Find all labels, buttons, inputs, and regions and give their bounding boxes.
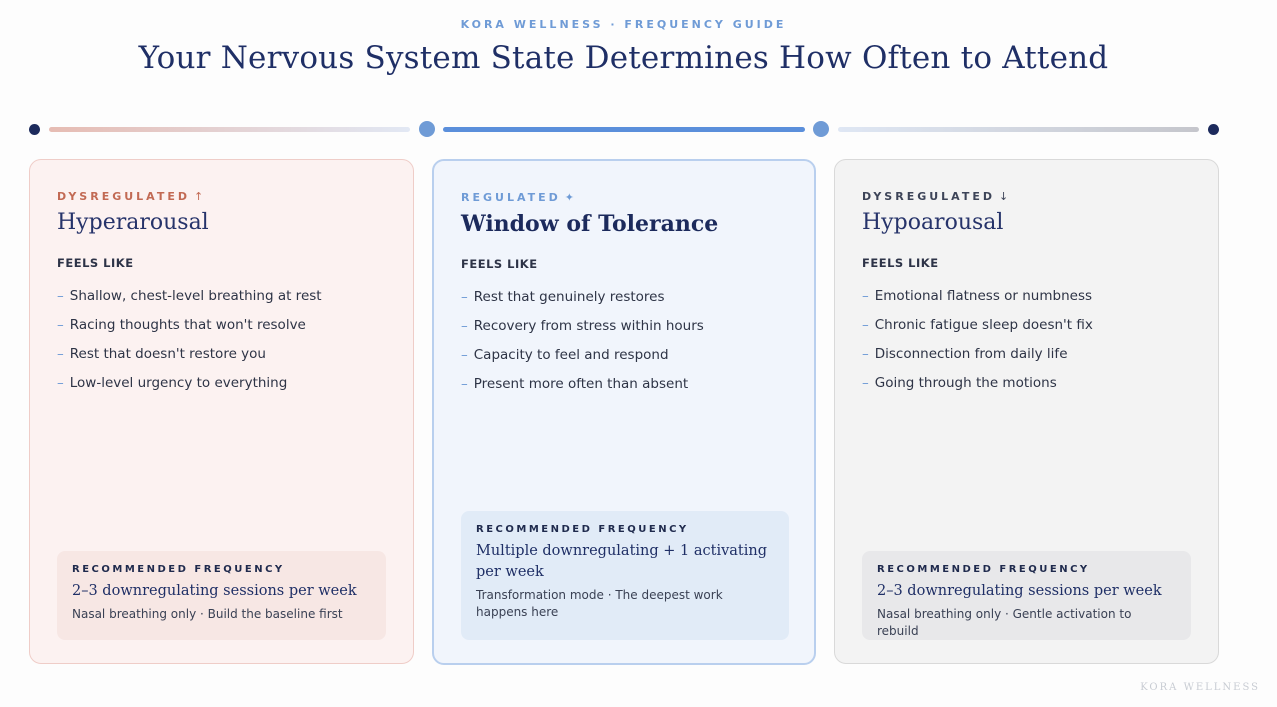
state-label: DYSREGULATED ↑: [57, 190, 204, 203]
dash-icon: –: [862, 288, 869, 304]
recommended-frequency-box: [57, 551, 386, 640]
frequency-note: Transformation mode · The deepest work happens here: [476, 588, 723, 619]
track-dot-start: [29, 124, 40, 135]
list-item: – Emotional flatness or numbness: [862, 288, 1093, 304]
arrow-down-icon: ↓: [998, 190, 1009, 203]
state-label: REGULATED ✦: [461, 191, 574, 204]
sparkle-icon: ✦: [564, 191, 574, 204]
list-item: – Rest that doesn't restore you: [57, 346, 266, 362]
list-item: – Rest that genuinely restores: [461, 289, 665, 305]
dash-icon: –: [862, 346, 869, 362]
dash-icon: –: [57, 317, 64, 333]
dash-icon: –: [57, 346, 64, 362]
state-spectrum-track: [0, 120, 1277, 138]
track-segment-hypo: [838, 127, 1199, 132]
dash-icon: –: [862, 375, 869, 391]
symptom-list: [862, 286, 1093, 402]
card-hyperarousal: [29, 159, 414, 664]
dash-icon: –: [461, 376, 468, 392]
card-hypoarousal: [834, 159, 1219, 664]
arrow-up-icon: ↑: [193, 190, 204, 203]
card-title: Hypoarousal: [862, 210, 1004, 235]
state-label: DYSREGULATED ↓: [862, 190, 1009, 203]
dash-icon: –: [57, 375, 64, 391]
frequency-label: RECOMMENDED FREQUENCY: [476, 524, 689, 535]
track-dot-window-start: [419, 121, 435, 137]
frequency-note: Nasal breathing only · Build the baseline first: [72, 607, 343, 621]
recommended-frequency-box: [461, 511, 789, 640]
recommended-frequency-box: [862, 551, 1191, 640]
frequency-value: 2–3 downregulating sessions per week: [877, 583, 1162, 599]
dash-icon: –: [461, 318, 468, 334]
list-item: – Present more often than absent: [461, 376, 689, 392]
page-title: Your Nervous System State Determines How Often to Attend: [138, 40, 1109, 76]
list-item: – Low-level urgency to everything: [57, 375, 288, 391]
dash-icon: –: [461, 347, 468, 363]
frequency-label: RECOMMENDED FREQUENCY: [72, 564, 285, 575]
dash-icon: –: [57, 288, 64, 304]
symptom-list: [461, 287, 704, 403]
track-dot-window-end: [813, 121, 829, 137]
frequency-value: 2–3 downregulating sessions per week: [72, 583, 357, 599]
list-item: – Capacity to feel and respond: [461, 347, 669, 363]
track-dot-end: [1208, 124, 1219, 135]
list-item: – Racing thoughts that won't resolve: [57, 317, 306, 333]
list-item: – Going through the motions: [862, 375, 1057, 391]
track-segment-hyper: [49, 127, 410, 132]
track-segment-window: [443, 127, 805, 132]
footer-brand: KORA WELLNESS: [1140, 682, 1260, 693]
feels-like-heading: FEELS LIKE: [57, 256, 134, 270]
card-window-of-tolerance: [432, 159, 816, 665]
card-title: Hyperarousal: [57, 210, 209, 235]
list-item: – Recovery from stress within hours: [461, 318, 704, 334]
symptom-list: [57, 286, 322, 402]
feels-like-heading: FEELS LIKE: [862, 256, 939, 270]
page-eyebrow: KORA WELLNESS · FREQUENCY GUIDE: [460, 18, 787, 31]
frequency-value: Multiple downregulating + 1 activating per week: [476, 543, 768, 580]
list-item: – Shallow, chest-level breathing at rest: [57, 288, 322, 304]
list-item: – Chronic fatigue sleep doesn't fix: [862, 317, 1093, 333]
frequency-note: Nasal breathing only · Gentle activation to rebuild: [877, 607, 1132, 638]
card-title: Window of Tolerance: [461, 211, 719, 237]
list-item: – Disconnection from daily life: [862, 346, 1068, 362]
dash-icon: –: [461, 289, 468, 305]
feels-like-heading: FEELS LIKE: [461, 257, 538, 271]
frequency-label: RECOMMENDED FREQUENCY: [877, 564, 1090, 575]
dash-icon: –: [862, 317, 869, 333]
